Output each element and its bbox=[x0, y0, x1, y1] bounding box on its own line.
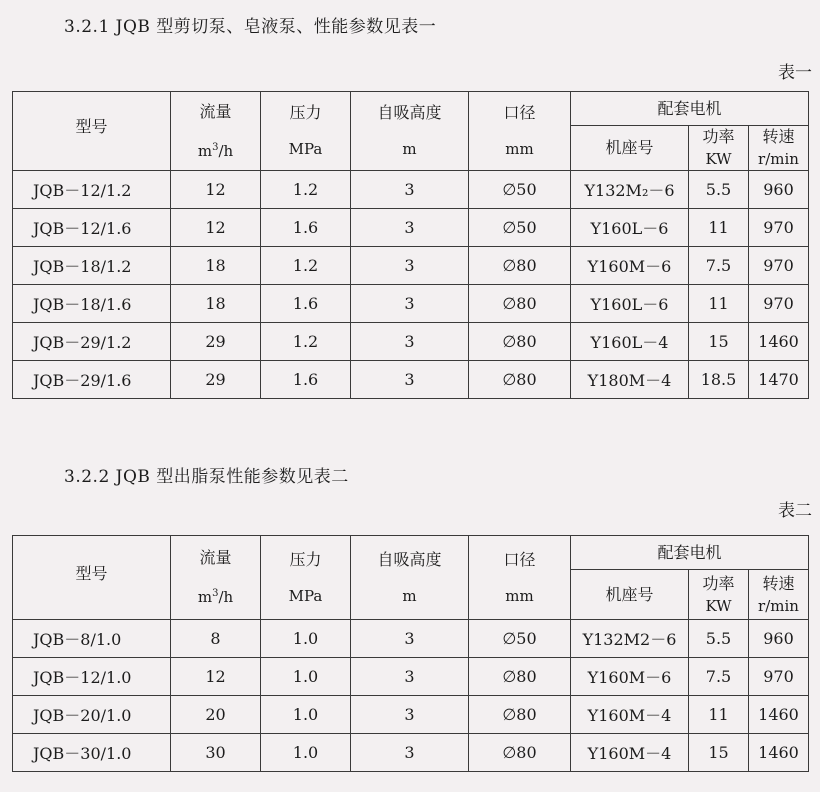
cell-model: JQB－8/1.0 bbox=[13, 620, 171, 658]
cell-pressure: 1.6 bbox=[261, 285, 351, 323]
cell-flow: 12 bbox=[171, 171, 261, 209]
cell-power: 5.5 bbox=[689, 171, 749, 209]
cell-caliber: ∅80 bbox=[469, 285, 571, 323]
table2 bbox=[12, 535, 809, 772]
cell-caliber: ∅80 bbox=[469, 361, 571, 399]
table-row bbox=[13, 323, 809, 361]
cell-speed: 1470 bbox=[749, 361, 809, 399]
cell-model: JQB－12/1.6 bbox=[13, 209, 171, 247]
cell-flow: 29 bbox=[171, 361, 261, 399]
cell-suction: 3 bbox=[351, 323, 469, 361]
table2-label: 表二 bbox=[778, 501, 812, 521]
cell-power: 11 bbox=[689, 696, 749, 734]
header-motor: 配套电机 bbox=[571, 536, 809, 570]
header-pressure: 压力 MPa bbox=[261, 536, 351, 620]
cell-flow: 18 bbox=[171, 285, 261, 323]
cell-pressure: 1.0 bbox=[261, 696, 351, 734]
header-speed: 转速 r/min bbox=[749, 126, 809, 171]
cell-flow: 29 bbox=[171, 323, 261, 361]
cell-pressure: 1.0 bbox=[261, 658, 351, 696]
cell-speed: 970 bbox=[749, 247, 809, 285]
table-row bbox=[13, 171, 809, 209]
table-row bbox=[13, 696, 809, 734]
cell-pressure: 1.6 bbox=[261, 209, 351, 247]
cell-model: JQB－30/1.0 bbox=[13, 734, 171, 772]
cell-frame: Y160L－6 bbox=[571, 209, 689, 247]
cell-speed: 1460 bbox=[749, 696, 809, 734]
cell-caliber: ∅50 bbox=[469, 209, 571, 247]
cell-model: JQB－20/1.0 bbox=[13, 696, 171, 734]
table1 bbox=[12, 91, 809, 399]
table-row bbox=[13, 734, 809, 772]
header-model: 型号 bbox=[13, 536, 171, 620]
cell-speed: 960 bbox=[749, 171, 809, 209]
cell-frame: Y160M－4 bbox=[571, 696, 689, 734]
cell-speed: 970 bbox=[749, 658, 809, 696]
header-motor: 配套电机 bbox=[571, 92, 809, 126]
cell-power: 18.5 bbox=[689, 361, 749, 399]
cell-power: 11 bbox=[689, 209, 749, 247]
table1-label: 表一 bbox=[778, 63, 812, 83]
cell-model: JQB－12/1.0 bbox=[13, 658, 171, 696]
cell-suction: 3 bbox=[351, 361, 469, 399]
cell-frame: Y160M－4 bbox=[571, 734, 689, 772]
cell-flow: 20 bbox=[171, 696, 261, 734]
table-row bbox=[13, 361, 809, 399]
header-power: 功率 KW bbox=[689, 570, 749, 620]
cell-flow: 12 bbox=[171, 658, 261, 696]
cell-frame: Y160L－6 bbox=[571, 285, 689, 323]
cell-frame: Y132M₂－6 bbox=[571, 171, 689, 209]
cell-power: 7.5 bbox=[689, 658, 749, 696]
table-row bbox=[13, 209, 809, 247]
header-power: 功率 KW bbox=[689, 126, 749, 171]
cell-speed: 960 bbox=[749, 620, 809, 658]
cell-pressure: 1.2 bbox=[261, 171, 351, 209]
cell-suction: 3 bbox=[351, 285, 469, 323]
cell-suction: 3 bbox=[351, 209, 469, 247]
header-flow: 流量 $m^3/h$ bbox=[171, 92, 261, 171]
cell-speed: 1460 bbox=[749, 734, 809, 772]
cell-pressure: 1.0 bbox=[261, 734, 351, 772]
cell-frame: Y160L－4 bbox=[571, 323, 689, 361]
cell-suction: 3 bbox=[351, 658, 469, 696]
section2-heading: 3.2.2 JQB 型出脂泵性能参数见表二 bbox=[64, 467, 349, 487]
cell-speed: 970 bbox=[749, 209, 809, 247]
header-frame: 机座号 bbox=[571, 126, 689, 171]
table-row bbox=[13, 285, 809, 323]
cell-model: JQB－29/1.6 bbox=[13, 361, 171, 399]
cell-power: 5.5 bbox=[689, 620, 749, 658]
cell-model: JQB－18/1.6 bbox=[13, 285, 171, 323]
cell-caliber: ∅80 bbox=[469, 658, 571, 696]
cell-speed: 1460 bbox=[749, 323, 809, 361]
header-caliber: 口径 mm bbox=[469, 536, 571, 620]
cell-frame: Y180M－4 bbox=[571, 361, 689, 399]
table-row bbox=[13, 658, 809, 696]
cell-model: JQB－18/1.2 bbox=[13, 247, 171, 285]
cell-caliber: ∅50 bbox=[469, 171, 571, 209]
cell-power: 11 bbox=[689, 285, 749, 323]
cell-flow: 18 bbox=[171, 247, 261, 285]
cell-model: JQB－12/1.2 bbox=[13, 171, 171, 209]
header-frame: 机座号 bbox=[571, 570, 689, 620]
cell-flow: 30 bbox=[171, 734, 261, 772]
cell-pressure: 1.2 bbox=[261, 323, 351, 361]
header-suction: 自吸高度 m bbox=[351, 92, 469, 171]
header-speed: 转速 r/min bbox=[749, 570, 809, 620]
section1-heading: 3.2.1 JQB 型剪切泵、皂液泵、性能参数见表一 bbox=[64, 17, 437, 37]
cell-pressure: 1.2 bbox=[261, 247, 351, 285]
cell-flow: 8 bbox=[171, 620, 261, 658]
table-row bbox=[13, 620, 809, 658]
cell-caliber: ∅80 bbox=[469, 323, 571, 361]
cell-suction: 3 bbox=[351, 734, 469, 772]
cell-suction: 3 bbox=[351, 620, 469, 658]
cell-suction: 3 bbox=[351, 247, 469, 285]
cell-speed: 970 bbox=[749, 285, 809, 323]
header-suction: 自吸高度 m bbox=[351, 536, 469, 620]
cell-frame: Y160M－6 bbox=[571, 247, 689, 285]
cell-caliber: ∅80 bbox=[469, 696, 571, 734]
cell-flow: 12 bbox=[171, 209, 261, 247]
cell-power: 15 bbox=[689, 734, 749, 772]
cell-suction: 3 bbox=[351, 696, 469, 734]
cell-power: 15 bbox=[689, 323, 749, 361]
header-pressure: 压力 MPa bbox=[261, 92, 351, 171]
cell-pressure: 1.6 bbox=[261, 361, 351, 399]
cell-frame: Y132M2－6 bbox=[571, 620, 689, 658]
cell-pressure: 1.0 bbox=[261, 620, 351, 658]
cell-suction: 3 bbox=[351, 171, 469, 209]
header-caliber: 口径 mm bbox=[469, 92, 571, 171]
table-row bbox=[13, 247, 809, 285]
cell-caliber: ∅50 bbox=[469, 620, 571, 658]
cell-power: 7.5 bbox=[689, 247, 749, 285]
cell-caliber: ∅80 bbox=[469, 247, 571, 285]
header-flow: 流量 $m^3/h$ bbox=[171, 536, 261, 620]
cell-caliber: ∅80 bbox=[469, 734, 571, 772]
header-model: 型号 bbox=[13, 92, 171, 171]
cell-model: JQB－29/1.2 bbox=[13, 323, 171, 361]
cell-frame: Y160M－6 bbox=[571, 658, 689, 696]
